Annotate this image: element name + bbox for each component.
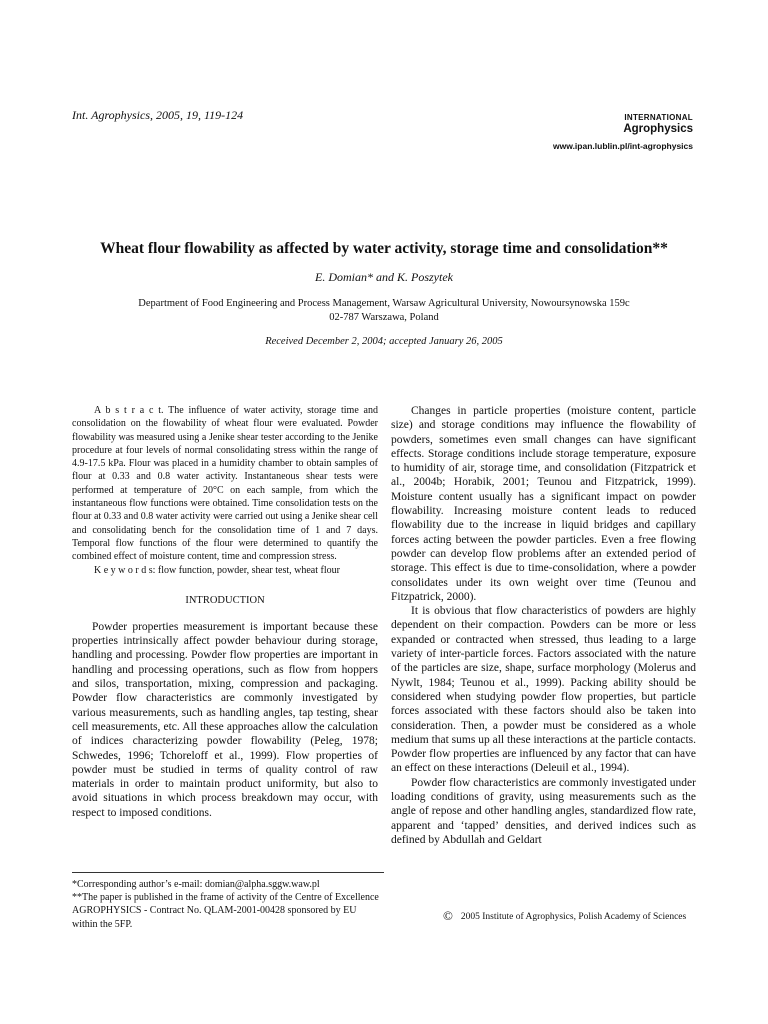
article-authors: E. Domian* and K. Poszytek [315,270,453,284]
keywords-label: K e y w o r d s: [94,564,156,576]
copyright-symbol: © [443,908,453,923]
abstract [72,404,378,564]
footnote-divider [72,872,384,873]
journal-reference: Int. Agrophysics, 2005, 19, 119-124 [72,108,244,122]
left-column [72,404,378,820]
received-dates: Received December 2, 2004; accepted January 26, 2005 [265,336,503,347]
footnotes [72,878,384,931]
affiliation-line-1: Department of Food Engineering and Process Management, Warsaw Agricultural University, Nowoursynowska 159c [138,298,630,309]
intro-paragraph: Powder properties measurement is important because these properties intrinsically affect powder behaviour during storage, handling and processing. Powder flow properties are important in handling and processing operations, such as flow from hoppers and silos, transportation, mixing, compression and packaging. Powder flow characteristics are commonly investigated by various measurements, such as handling angles, tap testing, shear cell measurements, etc. All these approaches allow the calculation of indices characterizing powder flowability (Peleg, 1978; Schwedes, 1996; Tchoreloff et al., 1999). Flow properties of powder must be studied in terms of quality control of raw materials in order to maintain product uniformity, but also to avoid situations in which process breakdown may occur, with respect to imposed conditions. [72,620,378,819]
section-heading-introduction: INTRODUCTION [185,594,265,606]
article-title: Wheat flour flowability as affected by water activity, storage time and consolidation** [100,240,668,257]
brand-international: INTERNATIONAL [624,113,693,122]
journal-url-link[interactable]: www.ipan.lublin.pl/int-agrophysics [553,141,693,151]
paragraph-particle-properties: Changes in particle properties (moisture content, particle size) and storage conditions may influence the flowability of powders, sometimes even small changes can have significant effects. Storage conditions include storage temperature, exposure to humidity of air, storage time, and consolidation (Fitzpatrick et al., 2004b; Horabik, 2001; Teunou and Fitzpatrick, 1999). Moisture content usually has a significant impact on powder flowability. Increasing moisture content leads to reduced flowability due to the increase in liquid bridges and capillary forces acting between the powder particles. Even a free flowing powder can develop flow problems after an extended period of storage. This effect is due to time-consolidation, where a powder consolidates under its own weight over time (Teunou and Fitzpatrick, 2000). [391,405,696,603]
abstract-label: A b s t r a c t. [94,405,164,416]
brand-agrophysics: Agrophysics [623,123,693,135]
journal-brand [553,113,693,151]
affiliation-line-2: 02-787 Warszawa, Poland [329,312,439,323]
footnote-funding: **The paper is published in the frame of activity of the Centre of Excellence AGROPHYSICS - Contract No. QLAM-2001-00428 sponsored by EU within the 5FP. [72,892,379,930]
copyright-text: 2005 Institute of Agrophysics, Polish Academy of Sciences [460,912,687,922]
copyright-notice [443,908,686,924]
author-affiliation [0,297,768,325]
right-column [391,404,696,847]
paragraph-compaction: It is obvious that flow characteristics of powders are highly dependent on their compaction. Powders can be more or less expanded or contracted when stressed, thus leading to a large variety of inter-particle forces. Factors associated with the nature of the particles are size, shape, surface morphology (Molerus and Nywlt, 1984; Teunou et al., 1999). Packing ability should be considered when studying powder flow properties, but particle forces associated with these factors should also be taken into consideration. Then, a powder must be considered as a whole medium that sums up all these interactions at the particle contacts. Powder flow properties are influenced by any factor that can have an effect on these interactions (Deleuil et al., 1994). [391,605,696,775]
footnote-corresponding: *Corresponding author’s e-mail: domian@alpha.sggw.waw.pl [72,879,320,890]
keywords-text: flow function, powder, shear test, wheat flour [157,564,340,576]
keywords [72,564,378,577]
paragraph-gravity-loading: Powder flow characteristics are commonly investigated under loading conditions of gravity, using measurements such as the angle of repose and other handling angles, standardized flow rate, apparent and ‘tapped’ densities, and derived indices such as defined by Abdullah and Geldart [391,776,696,846]
abstract-text: The influence of water activity, storage time and consolidation on the flowability of wheat flour were evaluated. Powder flowability was measured using a Jenike shear tester according to the Jenike procedure at four levels of normal consolidating stress within the range of 4.9-17.5 kPa. Flour was placed in a humidity chamber to obtain samples of flour at 0.33 and 0.8 water activity. Instantaneous shear tests were performed at temperature of 20°C on each sample, from which the instantaneous flow functions were obtained. Time consolidation tests on the flour at 0.33 and 0.8 water activity were carried out using a Jenike shear cell and consolidating bench for the consolidation time of 1 and 7 days. Temporal flow functions of the flour were determined to quantify the combined effect of moisture content, time and compression stress. [72,405,378,563]
